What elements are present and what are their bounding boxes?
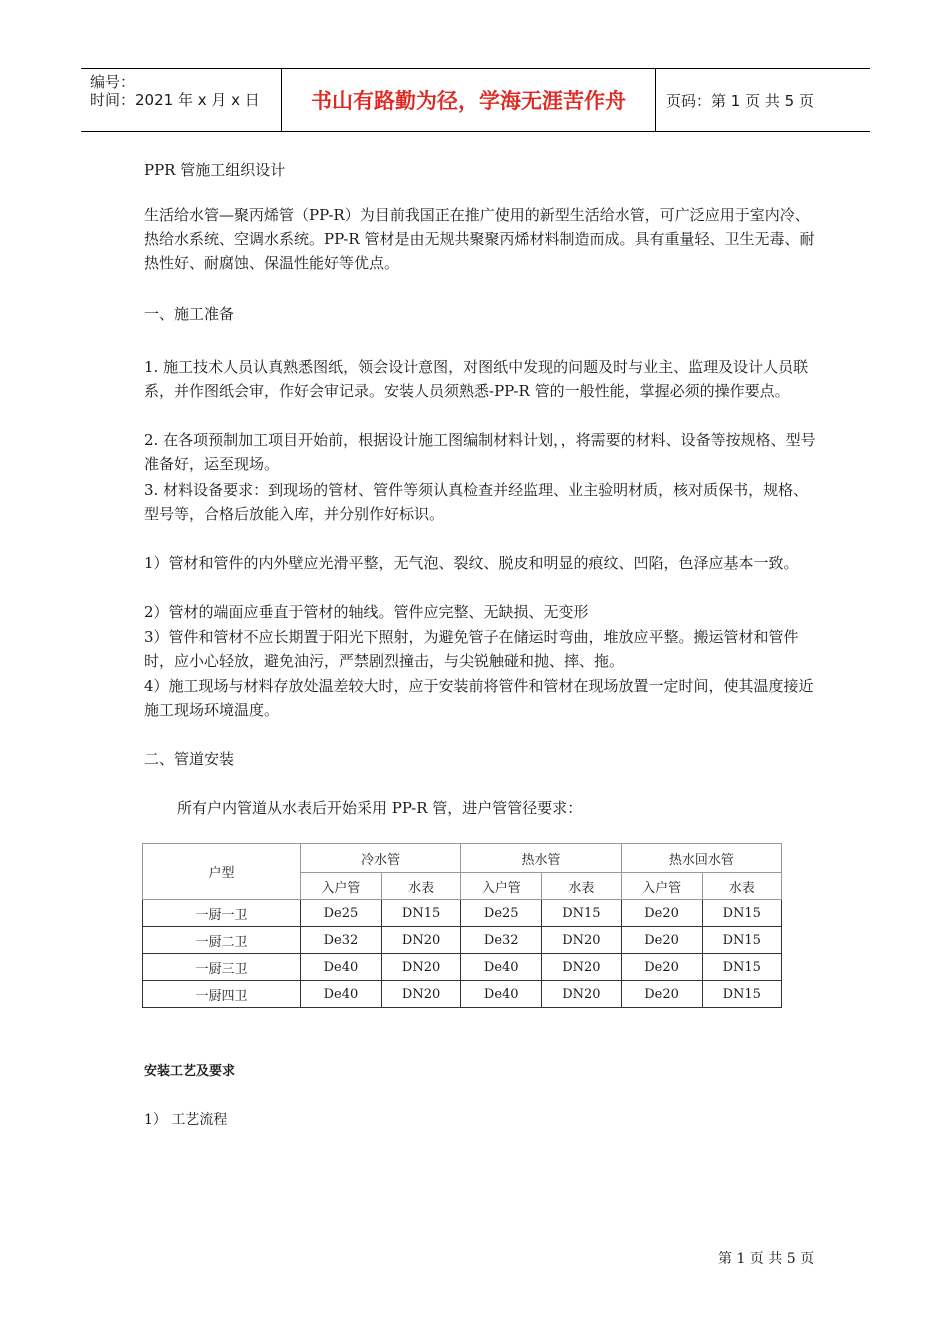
table-subheader: 入户管 [461, 873, 542, 900]
process-heading: 1） 工艺流程 [144, 1112, 228, 1128]
table-header-hot-water: 热水管 [461, 844, 621, 873]
table-cell: DN15 [702, 900, 782, 927]
table-cell: DN20 [542, 954, 621, 981]
page-header [81, 68, 870, 132]
table-cell: DN20 [542, 981, 621, 1008]
table-cell: De32 [461, 927, 542, 954]
table-cell: DN15 [381, 900, 460, 927]
table-cell: De20 [621, 927, 702, 954]
table-cell: DN20 [542, 927, 621, 954]
header-page-number: 页码：第 1 页 共 5 页 [666, 91, 814, 110]
document-title: PPR 管施工组织设计 [144, 161, 286, 179]
table-subheader: 水表 [702, 873, 782, 900]
table-cell: De20 [621, 981, 702, 1008]
table-cell: De25 [461, 900, 542, 927]
table-cell: De40 [301, 981, 382, 1008]
material-req-4: 4）施工现场与材料存放处温差较大时，应于安装前将管件和管材在现场放置一定时间，使其温度接近施工现场环境温度。 [144, 677, 814, 719]
table-row [143, 900, 782, 927]
table-row [143, 927, 782, 954]
table-cell: 一厨一卫 [143, 900, 301, 927]
pipe-diameter-table [142, 843, 782, 1008]
header-meta [81, 69, 281, 131]
table-cell: De40 [461, 981, 542, 1008]
section-heading-installation: 二、管道安装 [144, 750, 235, 768]
install-heading: 安装工艺及要求 [144, 1064, 236, 1079]
table-cell: De40 [301, 954, 382, 981]
intro-paragraph: 生活给水管—聚丙烯管（PP-R）为目前我国正在推广使用的新型生活给水管，可广泛应用于室内冷、热给水系统、空调水系统。PP-R 管材是由无规共聚聚丙烯材料制造而成。具有重量轻、卫生无毒、耐热性好、耐腐蚀、保温性能好等优点。 [144, 206, 815, 272]
table-cell: DN15 [702, 954, 782, 981]
table-header-unit-type: 户型 [143, 844, 301, 900]
table-header-hot-return: 热水回水管 [621, 844, 781, 873]
table-intro: 所有户内管道从水表后开始采用 PP-R 管，进户管管径要求： [177, 799, 583, 817]
table-cell: 一厨二卫 [143, 927, 301, 954]
table-subheader: 水表 [542, 873, 621, 900]
table-cell: DN15 [702, 927, 782, 954]
material-req-2: 2）管材的端面应垂直于管材的轴线。管件应完整、无缺损、无变形 [144, 603, 589, 621]
table-header-cold-water: 冷水管 [301, 844, 461, 873]
table-cell: 一厨三卫 [143, 954, 301, 981]
table-cell: DN15 [702, 981, 782, 1008]
footer-page-number: 第 1 页 共 5 页 [718, 1251, 815, 1267]
table-cell: DN20 [381, 927, 460, 954]
document-number-label: 编号： [90, 73, 136, 91]
material-req-1: 1）管材和管件的内外壁应光滑平整，无气泡、裂纹、脱皮和明显的痕纹、凹陷，色泽应基本一致。 [144, 554, 799, 572]
table-cell: De40 [461, 954, 542, 981]
document-date: 时间：2021 年 x 月 x 日 [90, 91, 260, 109]
table-cell: De32 [301, 927, 382, 954]
table-cell: De25 [301, 900, 382, 927]
section-heading-preparation: 一、施工准备 [144, 305, 235, 323]
table-cell: DN20 [381, 954, 460, 981]
table-subheader: 入户管 [301, 873, 382, 900]
table-cell: De20 [621, 954, 702, 981]
table-subheader: 入户管 [621, 873, 702, 900]
table-cell: DN20 [381, 981, 460, 1008]
prep-item-1: 1. 施工技术人员认真熟悉图纸，领会设计意图，对图纸中发现的问题及时与业主、监理及设计人员联系，并作图纸会审，作好会审记录。安装人员须熟悉-PP-R 管的一般性能，掌握必须的操作要点。 [144, 358, 809, 400]
prep-item-2: 2. 在各项预制加工项目开始前，根据设计施工图编制材料计划，，将需要的材料、设备等按规格、型号准备好，运至现场。 [144, 431, 816, 473]
table-row [143, 954, 782, 981]
table-subheader: 水表 [381, 873, 460, 900]
table-cell: DN15 [542, 900, 621, 927]
prep-item-3: 3. 材料设备要求：到现场的管材、管件等须认真检查并经监理、业主验明材质，核对质保书，规格、型号等，合格后放能入库，并分别作好标识。 [144, 481, 809, 523]
header-motto: 书山有路勤为径，学海无涯苦作舟 [281, 69, 656, 131]
material-req-3: 3）管件和管材不应长期置于阳光下照射，为避免管子在储运时弯曲，堆放应平整。搬运管材和管件时，应小心轻放，避免油污，严禁剧烈撞击，与尖锐触碰和抛、摔、拖。 [144, 628, 799, 670]
table-row [143, 981, 782, 1008]
table-cell: De20 [621, 900, 702, 927]
table-cell: 一厨四卫 [143, 981, 301, 1008]
